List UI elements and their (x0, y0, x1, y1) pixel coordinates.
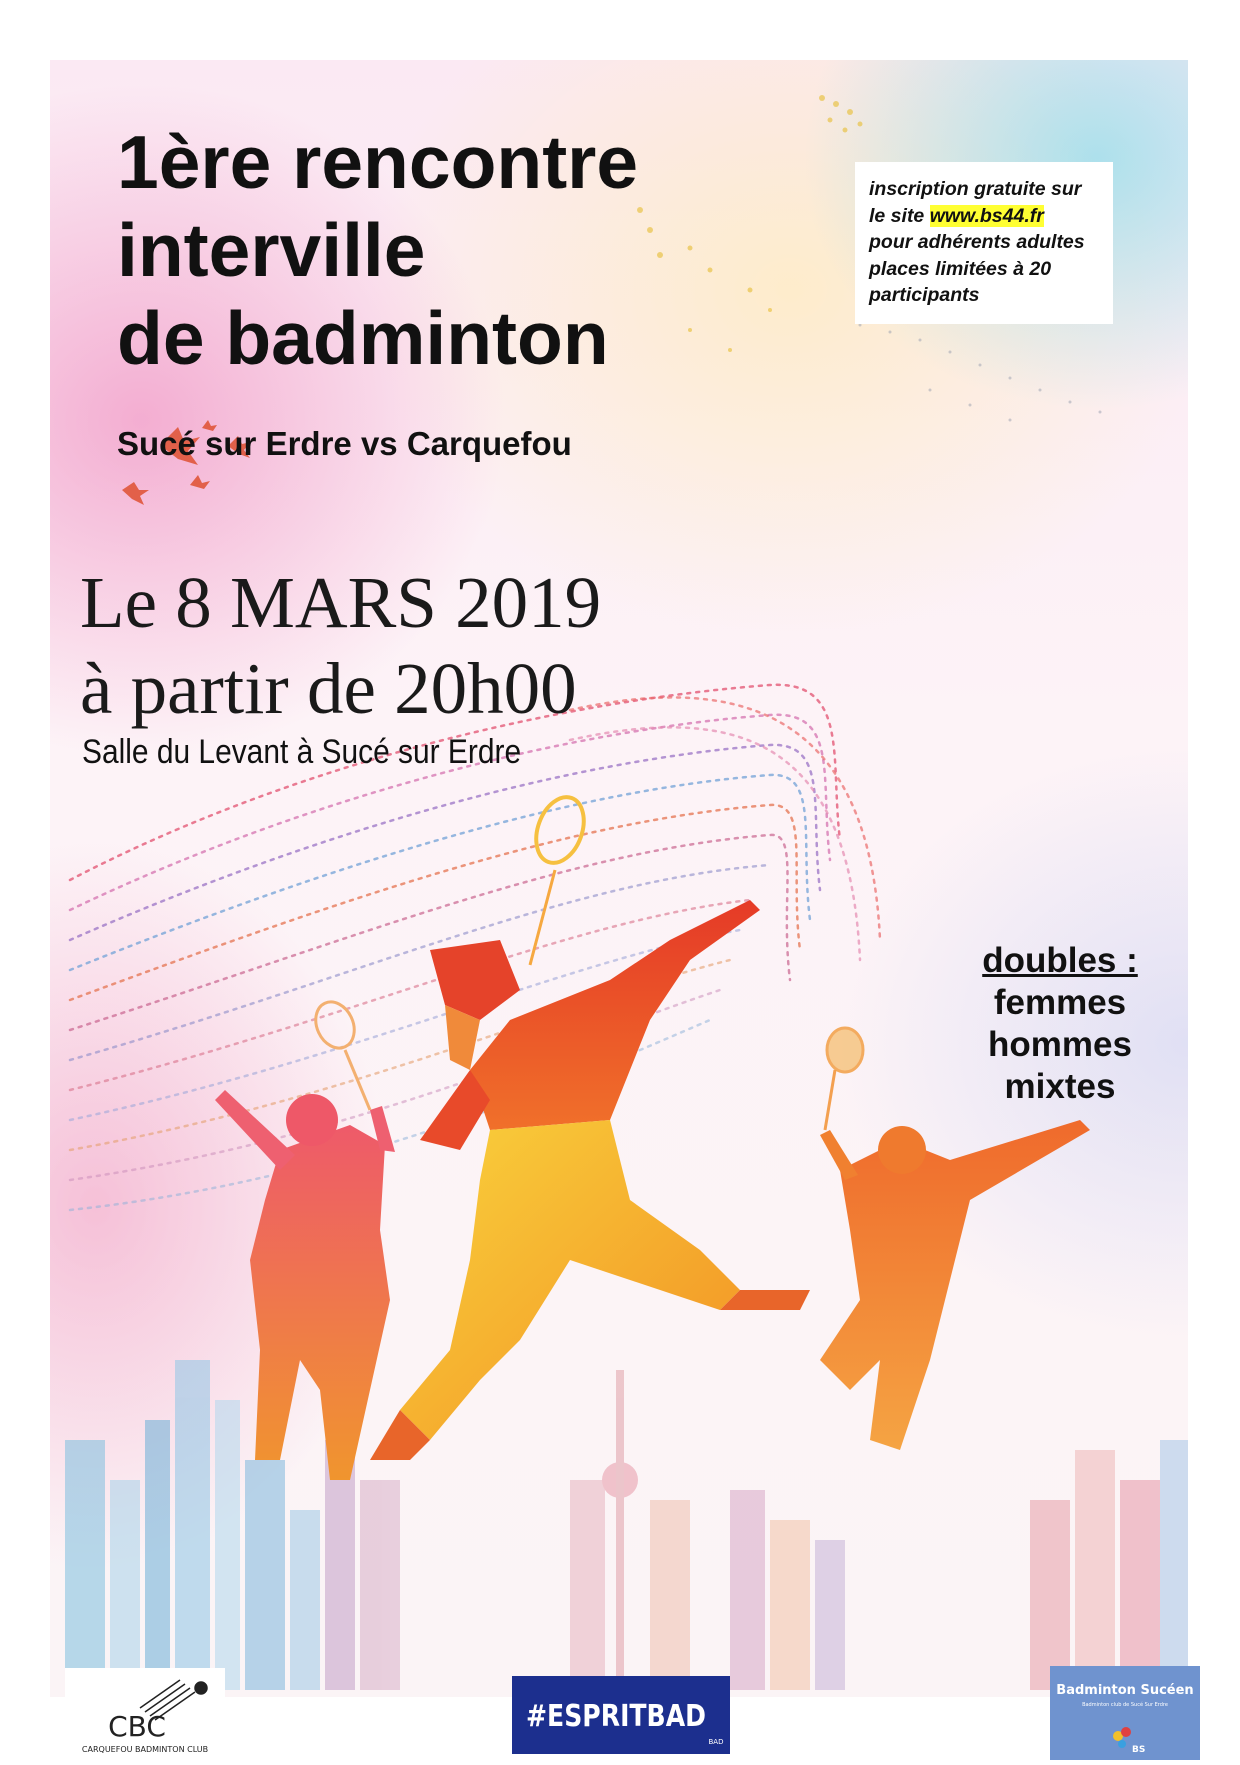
doubles-item-hommes: hommes (988, 1025, 1132, 1064)
doubles-heading: doubles : (982, 941, 1138, 980)
doubles-item-mixtes: mixtes (1004, 1067, 1116, 1106)
event-title (117, 118, 757, 382)
main-player-illustration (370, 791, 810, 1460)
sparkle-dots-grey (859, 324, 1102, 422)
title-line-2: interville (117, 208, 426, 292)
doubles-categories (930, 940, 1190, 1108)
bs-title: Badminton Sucéen (1056, 1683, 1194, 1698)
registration-line-2-prefix: le site (869, 204, 930, 227)
espritbad-text: #ESPRITBAD (526, 1699, 706, 1734)
poster (50, 60, 1194, 1755)
cbc-logo (65, 1668, 225, 1758)
left-player-illustration (215, 996, 395, 1480)
espritbad-logo (512, 1676, 730, 1754)
event-venue: Salle du Levant à Sucé sur Erdre (82, 733, 522, 771)
website-link[interactable]: www.bs44.fr (929, 204, 1044, 227)
bs-subtitle: Badminton club de Sucé Sur Erdre (1082, 1702, 1168, 1708)
title-line-3: de badminton (117, 296, 609, 380)
event-date-block (80, 560, 601, 732)
doubles-item-femmes: femmes (993, 983, 1127, 1022)
registration-info-box (855, 162, 1113, 324)
title-line-1: 1ère rencontre (117, 120, 639, 204)
cbc-club-name: CARQUEFOU BADMINTON CLUB (81, 1745, 209, 1754)
bs-mascot-icon (1113, 1727, 1131, 1748)
registration-line-3: pour adhérents adultes (869, 231, 1085, 253)
event-time: à partir de 20h00 (80, 648, 577, 729)
event-subtitle: Sucé sur Erdre vs Carquefou (117, 425, 572, 462)
event-date: Le 8 MARS 2019 (80, 562, 602, 643)
bs-initials: BS (1132, 1745, 1146, 1755)
city-skyline (65, 1360, 1188, 1690)
badminton-suceen-logo (1050, 1666, 1200, 1760)
registration-line-1: inscription gratuite sur (869, 178, 1082, 200)
registration-line-5: participants (869, 284, 980, 306)
registration-line-4: places limitées à 20 (869, 257, 1052, 280)
espritbad-sub: BAD (708, 1738, 724, 1746)
registration-line-2 (869, 203, 1101, 230)
cbc-initials: CBC (108, 1710, 166, 1743)
